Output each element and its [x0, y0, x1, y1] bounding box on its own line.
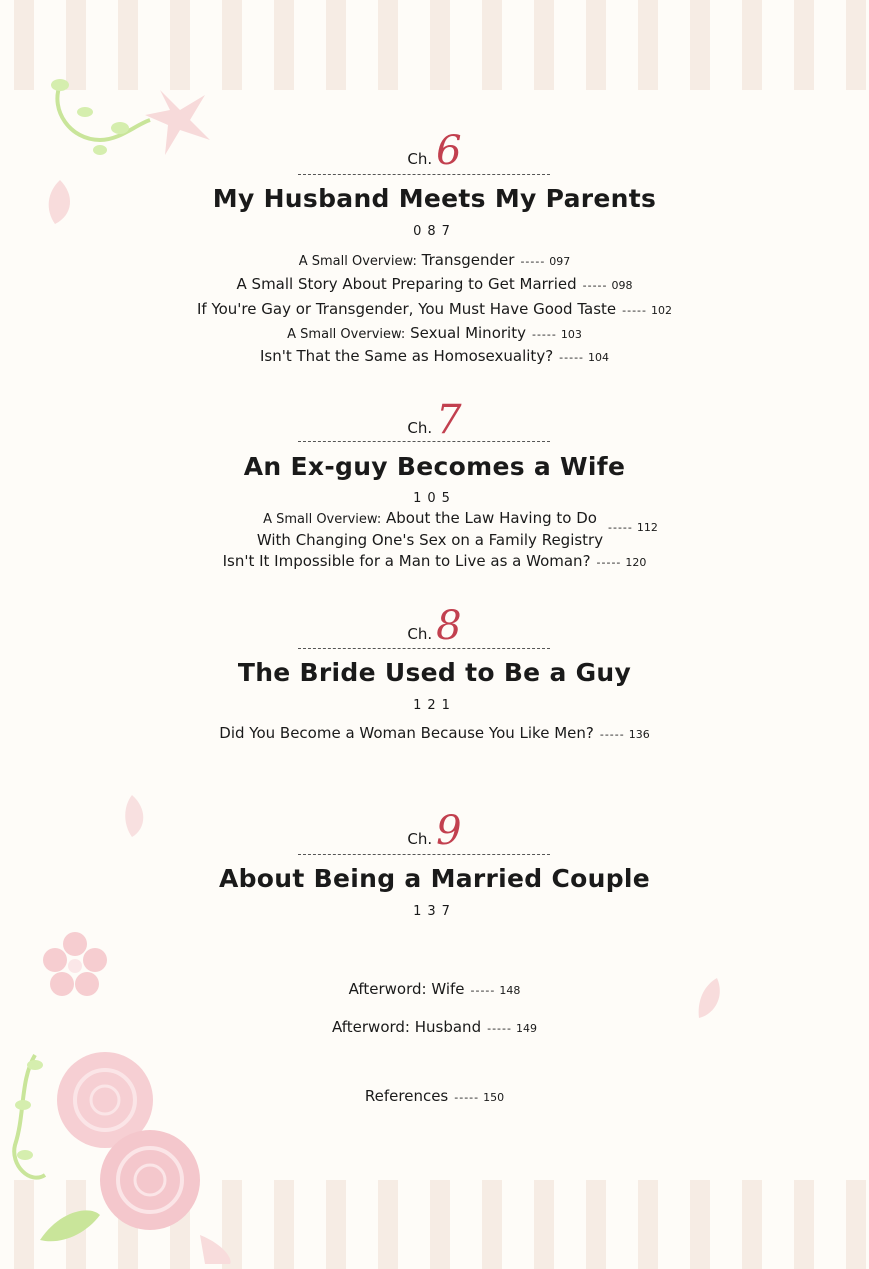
- chapter-label: Ch.: [407, 419, 433, 437]
- chapter-label: Ch.: [407, 830, 433, 848]
- toc-entry[interactable]: Isn't That the Same as Homosexuality? ----- 104: [259, 347, 610, 365]
- chapter-number: 9: [436, 808, 462, 854]
- chapter-number: 7: [436, 397, 462, 443]
- page-number: 098: [611, 279, 633, 292]
- chapter-7-heading: [0, 397, 869, 443]
- toc-entry-multiline-page: ----- 112: [608, 521, 658, 534]
- toc-entry[interactable]: A Small Story About Preparing to Get Married ----- 098: [236, 275, 633, 293]
- chapter-label: Ch.: [407, 625, 433, 643]
- chapter-9-start-page: 137: [413, 904, 456, 919]
- page-number: 102: [651, 304, 672, 317]
- chapter-9-heading: [0, 808, 869, 854]
- afterword-husband-entry[interactable]: Afterword: Husband ----- 149: [332, 1018, 537, 1036]
- references-entry[interactable]: References ----- 150: [364, 1087, 505, 1105]
- chapter-7-divider: [298, 441, 550, 442]
- toc-entry[interactable]: A Small Overview: Transgender ----- 097: [298, 251, 571, 269]
- afterword-wife-entry[interactable]: Afterword: Wife ----- 148: [348, 980, 521, 998]
- page-number: 136: [628, 728, 650, 741]
- page-number: 104: [588, 351, 610, 364]
- chapter-6-divider: [298, 174, 550, 175]
- toc-entry[interactable]: If You're Gay or Transgender, You Must Have Good Taste ----- 102: [196, 300, 672, 318]
- chapter-number: 6: [436, 128, 462, 174]
- page-number: 149: [515, 1022, 537, 1035]
- chapter-8-heading: [0, 603, 869, 649]
- chapter-8-divider: [298, 648, 550, 649]
- chapter-6-start-page: 087: [413, 224, 456, 239]
- page-number: 097: [549, 255, 571, 268]
- chapter-6-title[interactable]: My Husband Meets My Parents: [212, 184, 657, 213]
- chapter-7-start-page: 105: [413, 491, 456, 506]
- toc-entry[interactable]: Isn't It Impossible for a Man to Live as a Woman? ----- 120: [222, 552, 647, 570]
- chapter-7-title[interactable]: An Ex-guy Becomes a Wife: [243, 452, 626, 481]
- chapter-9-divider: [298, 854, 550, 855]
- page-number: 103: [560, 328, 582, 341]
- toc-entry[interactable]: Did You Become a Woman Because You Like Men? ----- 136: [219, 724, 650, 742]
- page-number: 120: [625, 556, 647, 569]
- toc-entry-multiline[interactable]: A Small Overview: About the Law Having to Do With Changing One's Sex on a Family Registry: [256, 509, 604, 549]
- page-number: 112: [636, 521, 658, 534]
- chapter-9-title[interactable]: About Being a Married Couple: [218, 864, 651, 893]
- chapter-8-title[interactable]: The Bride Used to Be a Guy: [237, 658, 632, 687]
- chapter-number: 8: [436, 603, 462, 649]
- chapter-6-heading: [0, 128, 869, 174]
- chapter-8-start-page: 121: [413, 698, 456, 713]
- toc-entry[interactable]: A Small Overview: Sexual Minority ----- 103: [287, 324, 582, 342]
- page-number: 148: [499, 984, 521, 997]
- chapter-label: Ch.: [407, 150, 433, 168]
- page-number: 150: [483, 1091, 505, 1104]
